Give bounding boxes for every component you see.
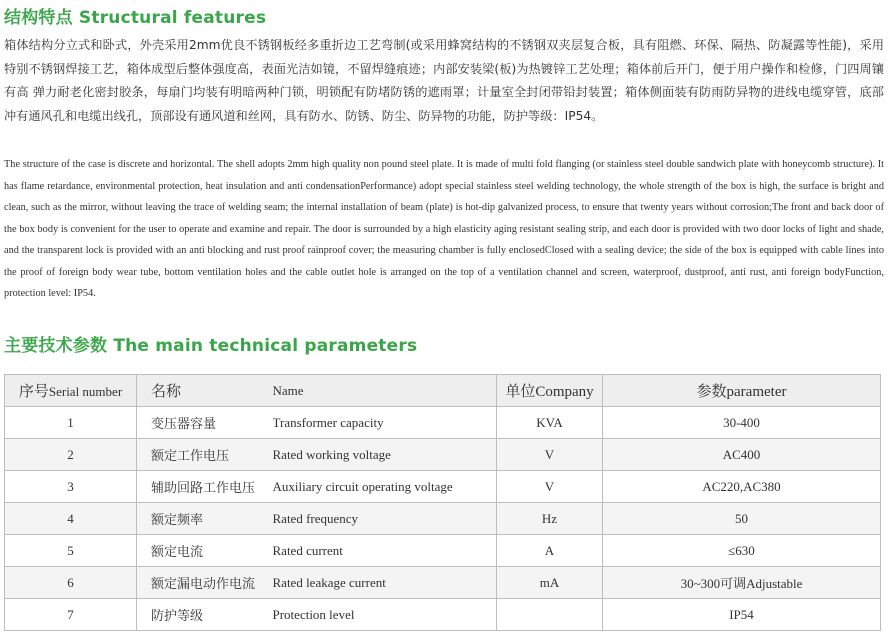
cell-serial: 4 bbox=[5, 503, 137, 535]
cell-serial: 6 bbox=[5, 567, 137, 599]
cell-value: 50 bbox=[603, 503, 881, 535]
cell-serial: 3 bbox=[5, 471, 137, 503]
structure-description-english: The structure of the case is discrete and horizontal. The shell adopts 2mm high quality non pound steel plate. It is made of multi fold flanging (or stainless steel double sandwich plate with honeycomb structure). It has flame retardance, environmental protection, heat insulation and anti condensationPerformance) adopt special stainless steel welding technology, the whole strength of the box is high, the surface is bright and clean, such as the mirror, without leaving the trace of welding seam; the internal installation of beam (plate) is hot-dip galvanized process, to ensure that twenty years without corrosion;The front and back door of the box body is convenient for the user to operate and examine and repair. The door is surrounded by a high elasticity aging resistant sealing strip, and each door is provided with two door locks of light and shade, and the transparent lock is provided with an anti blocking and rust proof rainproof cover; the measuring chamber is fully enclosedClosed with a sealing device; the side of the box is equipped with cable lines into the proof of foreign body wear tube, bottom ventilation holes and the cable outlet hole is arranged on the top of a ventilation channel and screen, waterproof, dustproof, anti rust, anti foreign bodyFunction, protection level: IP54. bbox=[4, 159, 884, 299]
cell-unit bbox=[497, 599, 603, 631]
cell-name-cn: 变压器容量 bbox=[137, 407, 273, 439]
cell-serial: 7 bbox=[5, 599, 137, 631]
table-row bbox=[5, 535, 881, 567]
header-serial-number bbox=[5, 375, 137, 407]
header-param-en: parameter bbox=[726, 384, 787, 400]
cell-name-cn: 额定电流 bbox=[137, 535, 273, 567]
cell-value: AC400 bbox=[603, 439, 881, 471]
cell-value: IP54 bbox=[603, 599, 881, 631]
cell-value: 30~300可调Adjustable bbox=[603, 567, 881, 599]
table-row bbox=[5, 407, 881, 439]
cell-name-en: Rated current bbox=[273, 535, 497, 567]
header-name-cn: 名称 bbox=[137, 375, 273, 407]
cell-name-en: Rated frequency bbox=[273, 503, 497, 535]
header-serial-cn: 序号 bbox=[18, 384, 49, 400]
cell-name-en: Auxiliary circuit operating voltage bbox=[273, 471, 497, 503]
cell-serial: 5 bbox=[5, 535, 137, 567]
cell-name-en: Rated working voltage bbox=[273, 439, 497, 471]
header-unit-en: Company bbox=[535, 384, 594, 400]
table-row bbox=[5, 599, 881, 631]
cell-name-cn: 额定漏电动作电流 bbox=[137, 567, 273, 599]
cell-name-cn: 防护等级 bbox=[137, 599, 273, 631]
header-parameter bbox=[603, 375, 881, 407]
cell-serial: 2 bbox=[5, 439, 137, 471]
cell-unit: A bbox=[497, 535, 603, 567]
header-unit-cn: 单位 bbox=[505, 384, 536, 400]
header-serial-en: Serial number bbox=[48, 384, 123, 399]
cell-name-cn: 额定频率 bbox=[137, 503, 273, 535]
table-row bbox=[5, 503, 881, 535]
cell-value: ≤630 bbox=[603, 535, 881, 567]
cell-unit: Hz bbox=[497, 503, 603, 535]
cell-name-cn: 辅助回路工作电压 bbox=[137, 471, 273, 503]
cell-serial: 1 bbox=[5, 407, 137, 439]
table-row bbox=[5, 439, 881, 471]
technical-parameters-table bbox=[4, 374, 881, 631]
structure-description-chinese: 箱体结构分立式和卧式，外壳采用2mm优良不锈钢板经多重折边工艺弯制(或采用蜂窝结构的不锈钢双夹层复合板，具有阻燃、环保、隔热、防凝露等性能)，采用特别不锈钢焊接工艺，箱体成型后整体强度高，表面光洁如镜，不留焊缝痕迹；内部安装梁(板)为热镀锌工艺处理；箱体前后开门，便于用户操作和检修，门四周镶有高 弹力耐老化密封胶条，每扇门均装有明暗两种门锁，明锁配有防堵防锈的遮雨罩；计量室全封闭带铅封装置；箱体侧面装有防雨防异物的进线电缆穿管，底部冲有通风孔和电缆出线孔，顶部设有通风道和丝网，具有防水、防锈、防尘、防异物的功能，防护等级：IP54。 bbox=[4, 38, 884, 123]
cell-unit: V bbox=[497, 471, 603, 503]
cell-unit: KVA bbox=[497, 407, 603, 439]
header-name-en: Name bbox=[273, 375, 497, 407]
cell-value: AC220,AC380 bbox=[603, 471, 881, 503]
section-title-structural-features: 结构特点 Structural features bbox=[4, 8, 267, 28]
cell-value: 30-400 bbox=[603, 407, 881, 439]
cell-name-en: Rated leakage current bbox=[273, 567, 497, 599]
cell-unit: V bbox=[497, 439, 603, 471]
cell-name-en: Protection level bbox=[273, 599, 497, 631]
cell-name-cn: 额定工作电压 bbox=[137, 439, 273, 471]
table-row bbox=[5, 471, 881, 503]
header-unit bbox=[497, 375, 603, 407]
section-title-technical-parameters: 主要技术参数 The main technical parameters bbox=[4, 336, 418, 356]
header-param-cn: 参数 bbox=[696, 384, 727, 400]
table-header-row bbox=[5, 375, 881, 407]
cell-unit: mA bbox=[497, 567, 603, 599]
table-row bbox=[5, 567, 881, 599]
cell-name-en: Transformer capacity bbox=[273, 407, 497, 439]
